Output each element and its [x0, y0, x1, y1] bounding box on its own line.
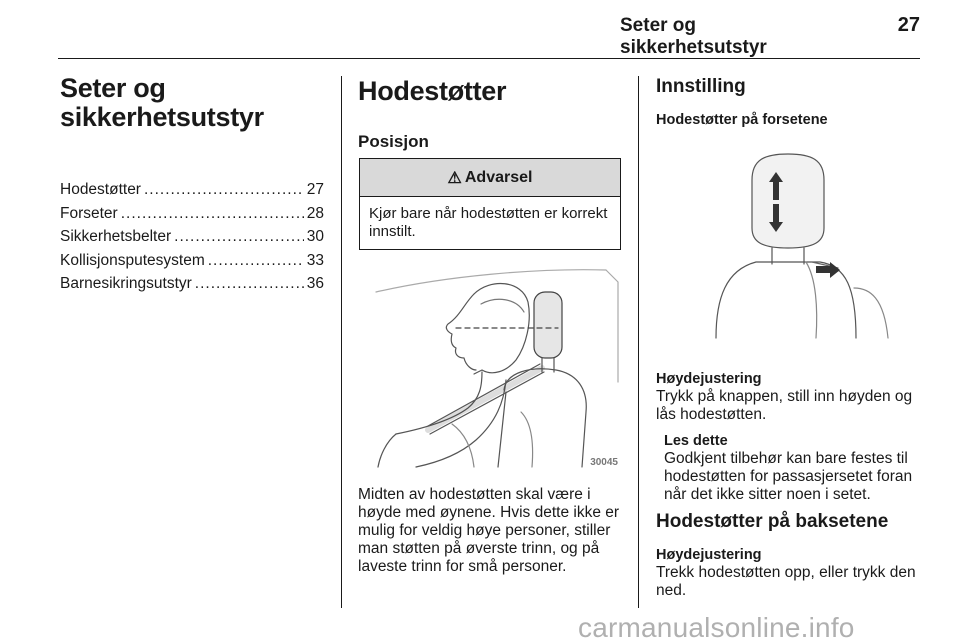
warning-text: Kjør bare når hodestøtten er korrekt innstilt.: [369, 205, 608, 240]
height-adjustment-rear-text: Trekk hodestøtten opp, eller trykk den ned.: [656, 564, 916, 599]
chapter-title-line1: Seter og: [60, 73, 166, 103]
toc-entry-page: 33: [306, 251, 324, 269]
column-divider-2: [638, 76, 639, 608]
headrest-position-paragraph: Midten av hodestøtten skal være i høyde med øynene. Hvis dette ikke er mulig for veldig høye personer, stiller man støtten på øverste trinn, og på laveste trinn for små personer.: [358, 486, 620, 575]
note-block: [664, 432, 926, 504]
toc-entry[interactable]: [60, 272, 324, 296]
height-adjustment-front: [656, 370, 922, 424]
running-header-title: Seter og sikkerhetsutstyr: [620, 15, 767, 58]
toc-entry-page: 27: [306, 181, 324, 198]
toc-entry-page: 30: [306, 228, 324, 245]
toc-leader-dots: [121, 202, 304, 226]
chapter-title: [60, 74, 335, 132]
page-number: 27: [897, 14, 920, 36]
heading-innstilling: Innstilling: [656, 76, 746, 97]
toc-entry[interactable]: [60, 202, 324, 226]
chapter-title-line2: sikkerhetsutstyr: [60, 102, 264, 132]
toc-leader-dots: [174, 225, 304, 249]
toc-leader-dots: [208, 249, 304, 273]
height-adjustment-rear-label: Høydejustering: [656, 547, 762, 563]
toc-entry-page: 36: [306, 275, 324, 292]
warning-box: [359, 158, 621, 250]
toc-entry-label: Barnesikringsutstyr: [60, 275, 192, 292]
toc-entry[interactable]: [60, 249, 324, 273]
height-adjustment-text: Trykk på knappen, still inn høyden og lås hodestøtten.: [656, 388, 913, 423]
toc-entry[interactable]: [60, 225, 324, 249]
note-text: Godkjent tilbehør kan bare festes til hodestøtten for passasjersetet foran når det ikke sitter noen i setet.: [664, 450, 913, 503]
subheading-front-headrests: Hodestøtter på forsetene: [656, 112, 828, 128]
toc-entry-label: Kollisjonsputesystem: [60, 251, 205, 269]
section-title-hodestotter: Hodestøtter: [358, 76, 507, 106]
toc-entry-page: 28: [306, 204, 324, 222]
table-of-contents: [60, 178, 324, 296]
watermark: carmanualsonline.info: [578, 612, 855, 642]
header-rule: [58, 58, 920, 59]
toc-entry-label: Forseter: [60, 204, 118, 222]
figure-code-left: 30045: [590, 457, 618, 468]
warning-icon: ⚠: [447, 169, 462, 187]
toc-entry[interactable]: [60, 178, 324, 202]
front-headrest-adjustment-illustration: [656, 138, 918, 348]
toc-entry-label: Sikkerhetsbelter: [60, 228, 172, 245]
toc-leader-dots: [195, 272, 304, 296]
section-title-rear-headrests: Hodestøtter på baksetene: [656, 511, 889, 532]
height-adjustment-label: Høydejustering: [656, 371, 762, 387]
toc-entry-label: Hodestøtter: [60, 181, 141, 198]
warning-title: Advarsel: [464, 168, 533, 186]
warning-header: [360, 159, 620, 197]
note-label: Les dette: [664, 433, 728, 449]
column-divider-1: [341, 76, 342, 608]
running-header: [620, 14, 920, 58]
headrest-position-illustration: [356, 262, 624, 472]
height-adjustment-rear: [656, 546, 922, 600]
toc-leader-dots: [144, 178, 304, 202]
subheading-posisjon: Posisjon: [358, 132, 429, 151]
